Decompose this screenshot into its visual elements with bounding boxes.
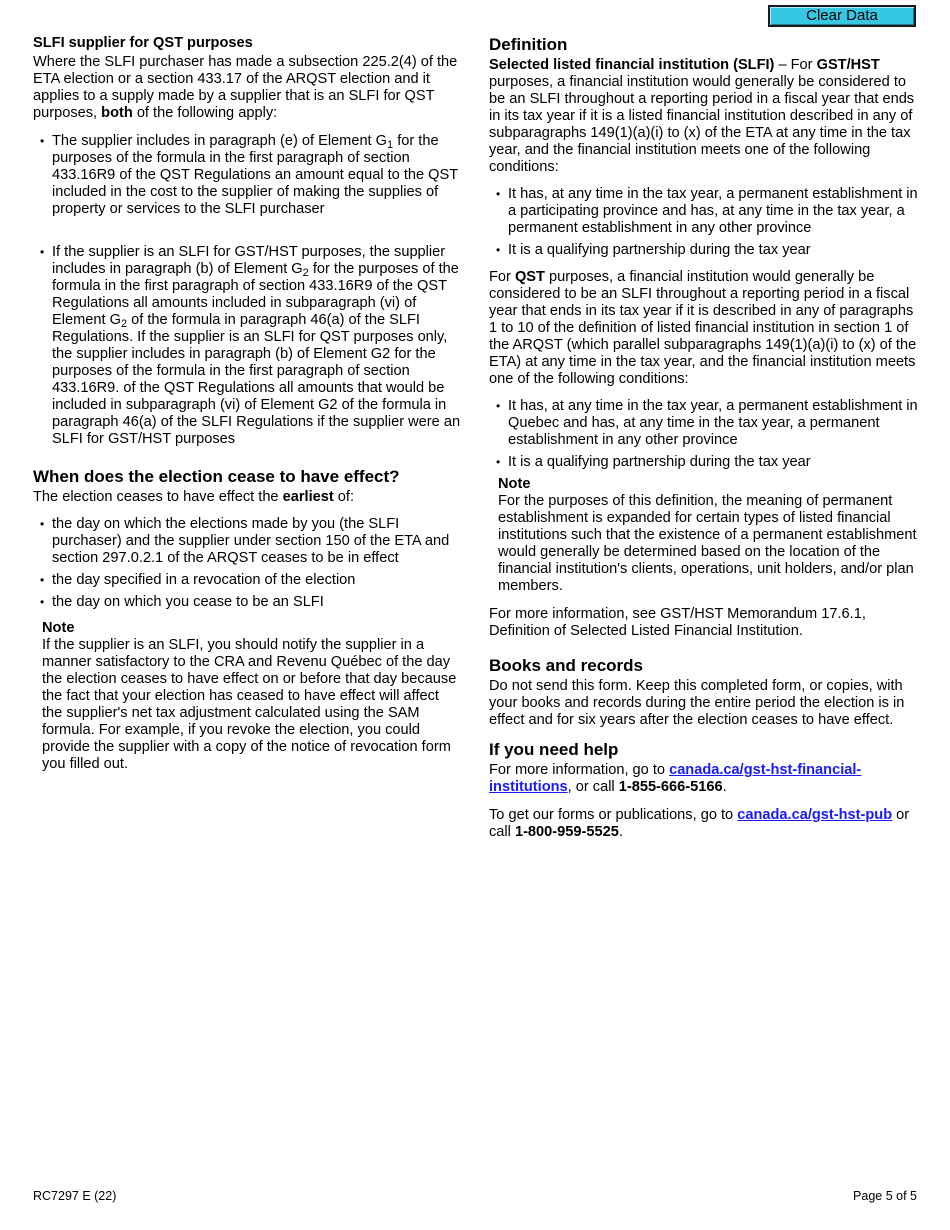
list-item: • It is a qualifying partnership during the tax year bbox=[496, 242, 811, 258]
list-item: • It has, at any time in the tax year, a permanent establishment in Quebec and has, at any time in the tax year, a permanent establishment in any other province bbox=[496, 398, 918, 448]
list-item: • It is a qualifying partnership during the tax year bbox=[496, 454, 811, 470]
qst-intro: Where the SLFI purchaser has made a subsection 225.2(4) of the ETA election or a section 433.17 of the ARQST election and it applies to a supply made by a supplier that is an SLFI for QST purposes, both of the following apply: bbox=[33, 54, 458, 121]
books-heading: Books and records bbox=[489, 656, 643, 675]
left-column bbox=[33, 34, 463, 773]
cease-heading: When does the election cease to have effect? bbox=[33, 467, 400, 486]
cease-note bbox=[33, 619, 463, 773]
bullet-icon: • bbox=[40, 573, 45, 587]
publications-link[interactable]: canada.ca/gst-hst-pub bbox=[737, 807, 893, 823]
bullet-icon: • bbox=[496, 455, 501, 469]
list-item: • the day on which the elections made by you (the SLFI purchaser) and the supplier under section 150 of the ETA and section 297.0.2.1 of the ARQST ceases to be in effect bbox=[40, 516, 450, 566]
qst-conditions-list bbox=[33, 133, 463, 448]
books-text: Do not send this form. Keep this completed form, or copies, with your books and records during the entire period the election is in effect and for six years after the election ceases to have effect. bbox=[489, 678, 905, 728]
cease-list bbox=[33, 516, 463, 611]
list-item: • the day on which you cease to be an SLFI bbox=[40, 594, 324, 610]
clear-data-button[interactable]: Clear Data bbox=[768, 5, 916, 27]
qst-conditions-list bbox=[489, 398, 919, 471]
definition-gst-text: Selected listed financial institution (SLFI) – For GST/HST purposes, a financial institution would generally be considered to be an SLFI throughout a reporting period in a fiscal year that ends in its tax year if it is a listed financial institution described in any of subparagraphs 149(1)(a)(i) to (x) of the ETA at any time in the tax year, and the financial institution meets one of the following conditions: bbox=[489, 57, 915, 175]
bullet-icon: • bbox=[40, 517, 45, 531]
definition-note bbox=[489, 475, 919, 595]
help-info: For more information, go to canada.ca/gst-hst-financial-institutions, or call 1-855-666-5166. bbox=[489, 762, 862, 795]
financial-institutions-link[interactable]: canada.ca/gst-hst-financial-institutions bbox=[489, 762, 862, 795]
help-forms: To get our forms or publications, go to canada.ca/gst-hst-pub or call 1-800-959-5525. bbox=[489, 807, 910, 840]
note-heading: Note bbox=[498, 476, 531, 492]
memo-reference: For more information, see GST/HST Memorandum 17.6.1, Definition of Selected Listed Financial Institution. bbox=[489, 606, 866, 639]
definition-heading: Definition bbox=[489, 35, 568, 54]
bullet-icon: • bbox=[40, 245, 45, 259]
list-item: • If the supplier is an SLFI for GST/HST purposes, the supplier includes in paragraph (b) of Element $G_2$ for the purposes of the formula in the first paragraph of section 433.16R9 of the QST Regulations all amounts included in subparagraph (vi) of Element $G_2$ of the formula in paragraph 46(a) of the SLFI Regulations. If the supplier is an SLFI for QST purposes only, the supplier includes in paragraph (b) of Element G2 for the purposes of the formula in the first paragraph of section 433.16R9. of the QST Regulations all amounts that would be included in subparagraph (vi) of Element G2 of the formula in paragraph 46(a) of the SLFI Regulations if the supplier were an SLFI for GST/HST purposes bbox=[40, 244, 461, 447]
bullet-icon: • bbox=[496, 187, 501, 201]
list-item: • The supplier includes in paragraph (e) of Element $G_1$ for the purposes of the formula in the first paragraph of section 433.16R9 of the QST Regulations an amount equal to the QST included in the cost to the supplier of making the supplies of property or services to the SLFI purchaser bbox=[40, 133, 458, 217]
gst-conditions-list bbox=[489, 186, 919, 259]
qst-section-heading: SLFI supplier for QST purposes bbox=[33, 35, 253, 51]
help-heading: If you need help bbox=[489, 740, 619, 759]
form-identifier: RC7297 E (22) bbox=[33, 1189, 117, 1203]
cease-intro: The election ceases to have effect the earliest of: bbox=[33, 489, 355, 505]
page-number: Page 5 of 5 bbox=[853, 1189, 917, 1203]
list-item: • It has, at any time in the tax year, a permanent establishment in a participating province and has, at any time in the tax year, a permanent establishment in any other province bbox=[496, 186, 918, 236]
list-item: • the day specified in a revocation of the election bbox=[40, 572, 356, 588]
bullet-icon: • bbox=[40, 134, 45, 148]
right-column bbox=[489, 34, 919, 841]
note-text: For the purposes of this definition, the meaning of permanent establishment is expanded for certain types of listed financial institutions such that the existence of a permanent establishment would generally be determined based on the location of the financial institution's clients, operations, unit holders, and/or plan members. bbox=[498, 493, 917, 594]
bullet-icon: • bbox=[40, 595, 45, 609]
bullet-icon: • bbox=[496, 243, 501, 257]
bullet-icon: • bbox=[496, 399, 501, 413]
definition-qst-text: For QST purposes, a financial institution would generally be considered to be an SLFI throughout a reporting period in a fiscal year that ends in its tax year if it is described in any of paragraphs 1 to 10 of the definition of listed financial institution in section 1 of the ARQST (which parallel subparagraphs 149(1)(a)(i) to (x) of the ETA) at any time in the tax year, and the financial institution meets one of the following conditions: bbox=[489, 269, 917, 387]
note-heading: Note bbox=[42, 620, 75, 636]
note-text: If the supplier is an SLFI, you should notify the supplier in a manner satisfactory to the CRA and Revenu Québec of the day the election ceases to have effect on or before that day because the fact that your election has ceased to have effect will affect the supplier's net tax adjustment calculated using the SAM formula. For example, if you revoke the election, you could provide the supplier with a copy of the notice of revocation form you filled out. bbox=[42, 637, 457, 772]
